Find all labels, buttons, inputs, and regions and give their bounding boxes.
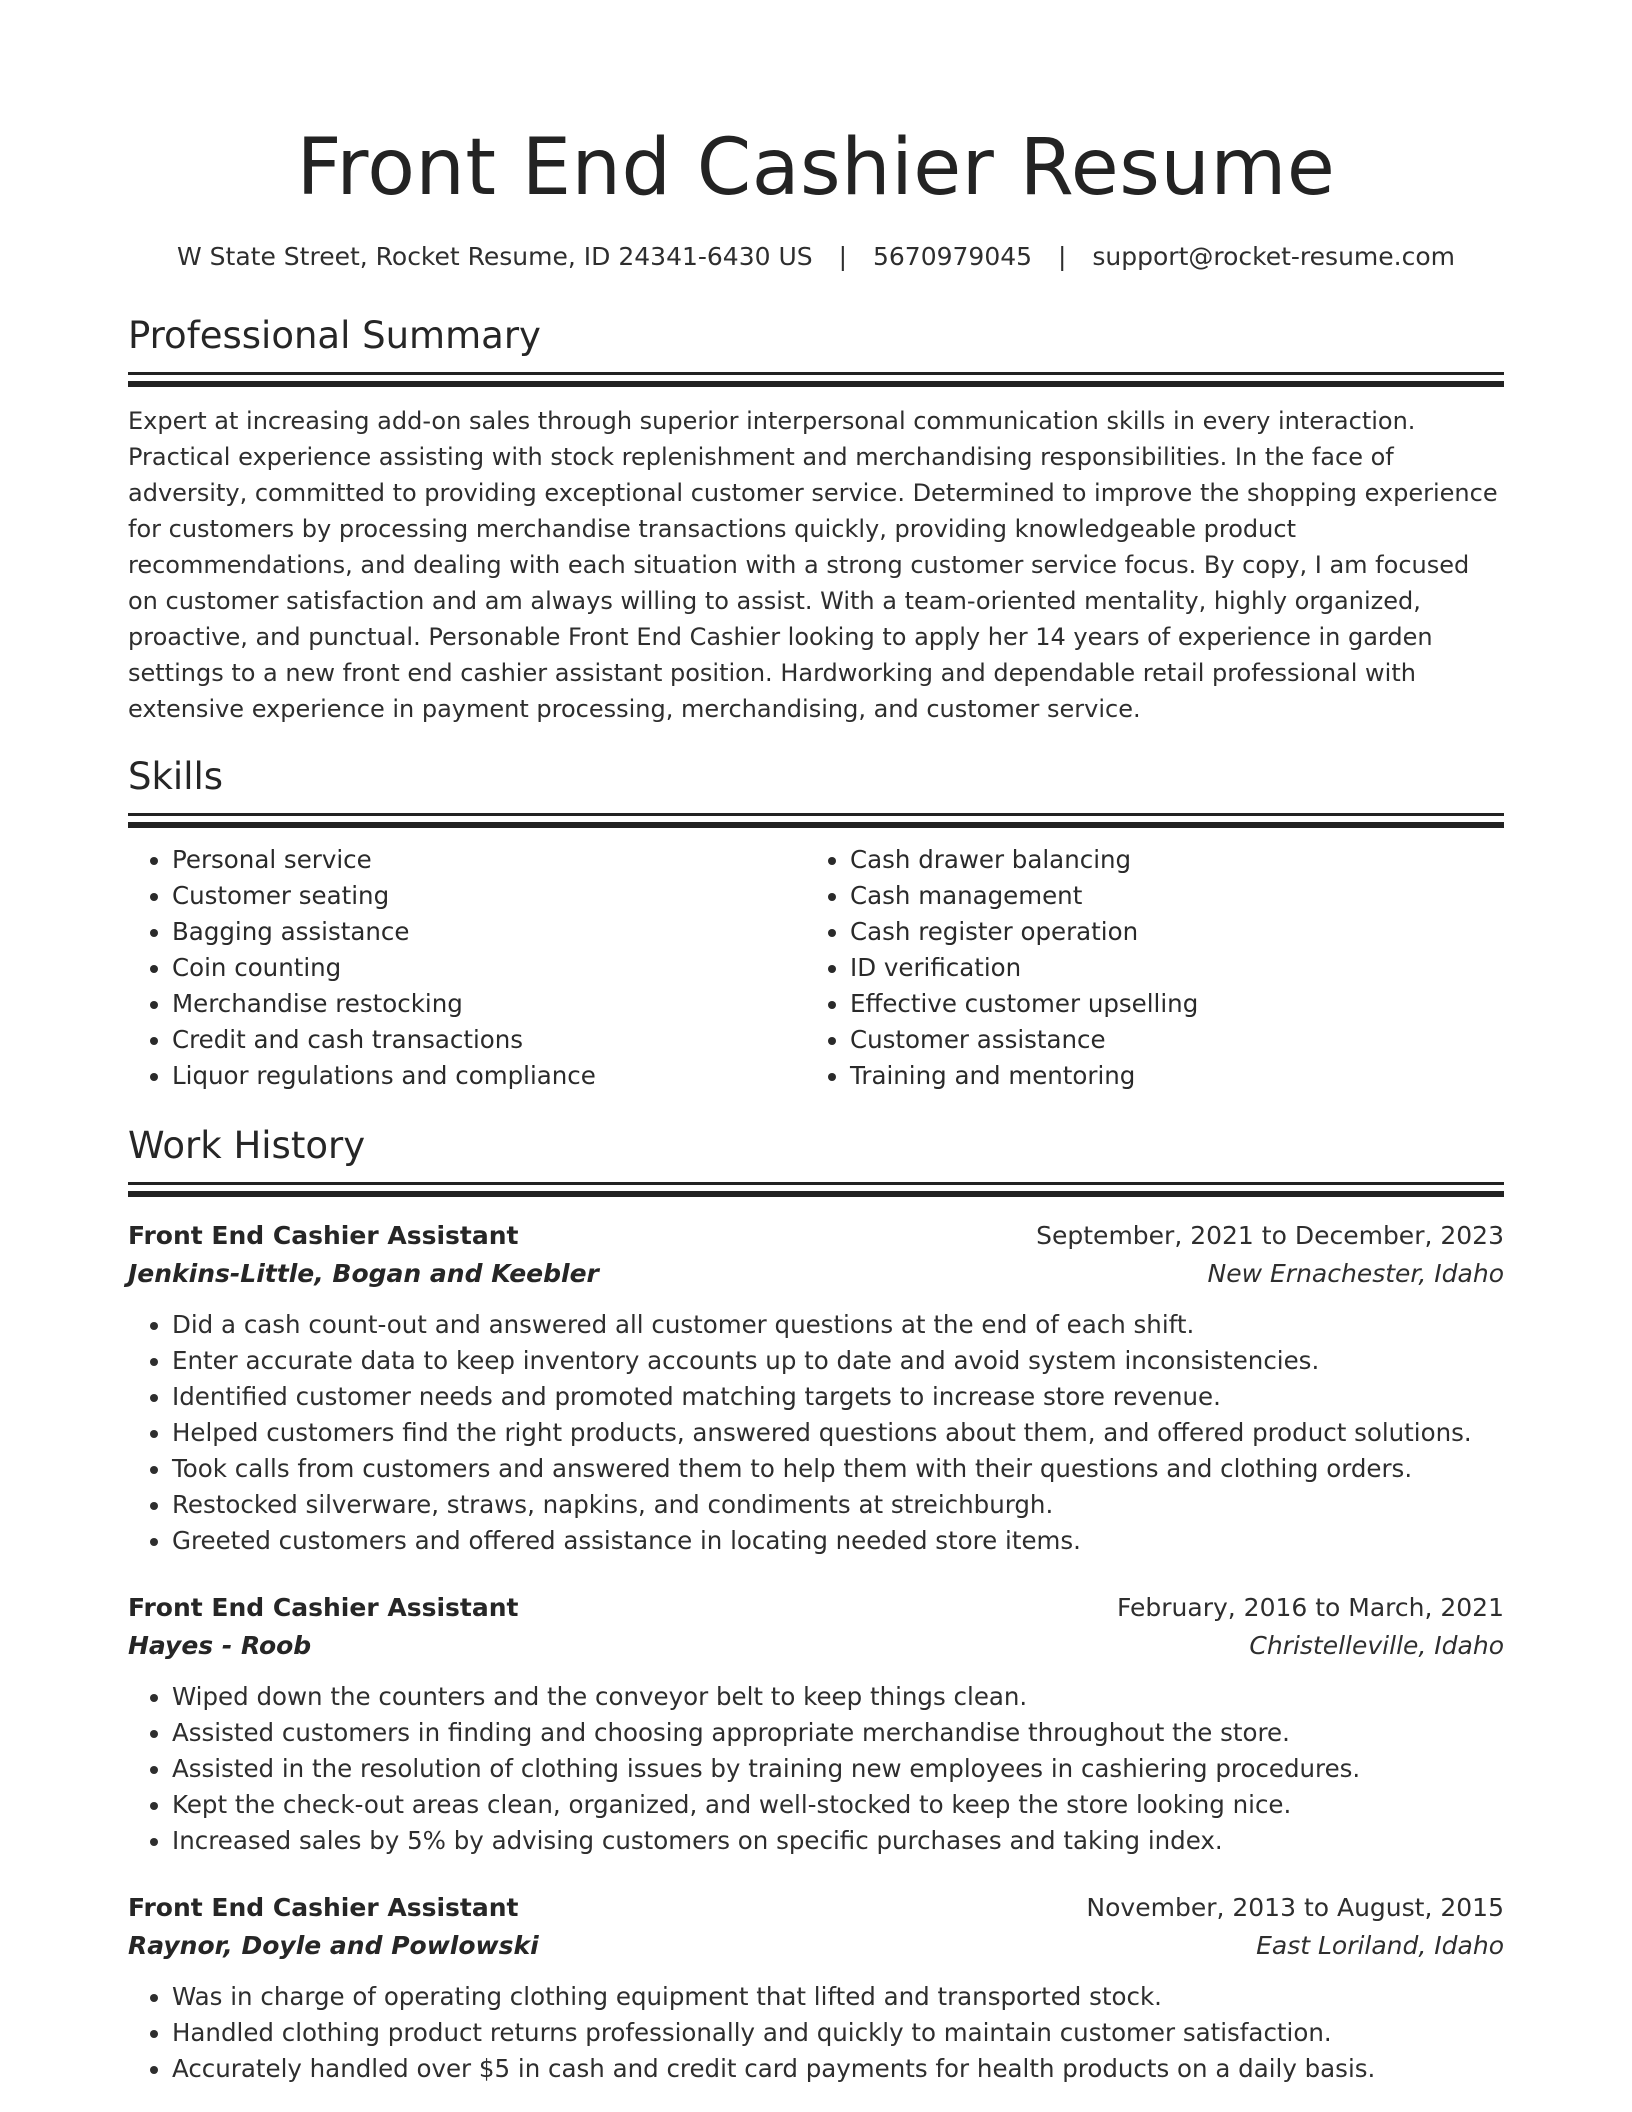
resume-page: [128, 0, 1504, 2087]
job-bullet: • Took calls from customers and answered them to help them with their questions and clothing orders.: [172, 1451, 1504, 1487]
job-title: Front End Cashier Assistant: [128, 1221, 519, 1250]
job-location: New Ernachester, Idaho: [1207, 1259, 1504, 1288]
job-bullet: • Assisted in the resolution of clothing issues by training new employees in cashiering procedures.: [172, 1751, 1504, 1787]
skill-item: • Customer assistance: [850, 1022, 1484, 1058]
skill-item: • ID verification: [850, 950, 1484, 986]
job-location: East Loriland, Idaho: [1256, 1931, 1504, 1960]
contact-email[interactable]: support@rocket-resume.com: [1092, 242, 1455, 271]
job-dates: February, 2016 to March, 2021: [1116, 1593, 1504, 1622]
job-bullet: • Kept the check-out areas clean, organized, and well-stocked to keep the store looking nice.: [172, 1787, 1504, 1823]
section-divider: [128, 372, 1504, 375]
job-employer: Jenkins-Little, Bogan and Keebler: [128, 1259, 599, 1288]
skill-item: • Cash drawer balancing: [850, 842, 1484, 878]
job-bullet: • Greeted customers and offered assistance in locating needed store items.: [172, 1523, 1504, 1559]
section-title-skills: Skills: [128, 755, 224, 798]
job-location: Christelleville, Idaho: [1249, 1631, 1504, 1660]
skills-column-right: [806, 842, 1484, 1094]
job-bullet: • Accurately handled over $5 in cash and credit card payments for health products on a daily basis.: [172, 2051, 1504, 2087]
summary-text: Expert at increasing add-on sales through superior interpersonal communication skills in every interaction. Practical experience assisting with stock replenishment and merchandising responsibilities. In the face of adversity, committed to providing exceptional customer service. Determined to improve the shopping experience for customers by processing merchandise transactions quickly, providing knowledgeable product recommendations, and dealing with each situation with a strong customer service focus. By copy, I am focused on customer satisfaction and am always willing to assist. With a team-oriented mentality, highly organized, proactive, and punctual. Personable Front End Cashier looking to apply her 14 years of experience in garden settings to a new front end cashier assistant position. Hardworking and dependable retail professional with extensive experience in payment processing, merchandising, and customer service.: [128, 407, 1498, 723]
contact-separator: |: [1058, 242, 1067, 271]
job-subheader: [128, 1927, 1504, 1965]
section-divider: [128, 813, 1504, 816]
skill-item: • Liquor regulations and compliance: [172, 1058, 806, 1094]
job-bullet: • Assisted customers in finding and choosing appropriate merchandise throughout the store.: [172, 1715, 1504, 1751]
resume-name: Front End Cashier Resume: [296, 123, 1336, 213]
job-title: Front End Cashier Assistant: [128, 1593, 519, 1622]
job-bullets: [128, 1307, 1504, 1559]
job-entry: [128, 1589, 1504, 1859]
job-bullets: [128, 1979, 1504, 2087]
skill-item: • Cash register operation: [850, 914, 1484, 950]
job-title: Front End Cashier Assistant: [128, 1893, 519, 1922]
job-entry: [128, 1889, 1504, 2087]
job-bullet: • Was in charge of operating clothing equipment that lifted and transported stock.: [172, 1979, 1504, 2015]
skill-item: • Bagging assistance: [172, 914, 806, 950]
contact-address: W State Street, Rocket Resume, ID 24341-6430 US: [177, 242, 813, 271]
job-subheader: [128, 1627, 1504, 1665]
job-employer: Hayes - Roob: [128, 1631, 312, 1660]
job-dates: September, 2021 to December, 2023: [1036, 1221, 1504, 1250]
skill-item: • Merchandise restocking: [172, 986, 806, 1022]
job-bullet: • Wiped down the counters and the conveyor belt to keep things clean.: [172, 1679, 1504, 1715]
section-title-summary: Professional Summary: [128, 314, 541, 357]
section-title-work: Work History: [128, 1124, 366, 1167]
skills-list: [128, 842, 1504, 1094]
job-bullet: • Identified customer needs and promoted matching targets to increase store revenue.: [172, 1379, 1504, 1415]
job-bullet: • Did a cash count-out and answered all customer questions at the end of each shift.: [172, 1307, 1504, 1343]
job-header: [128, 1217, 1504, 1255]
skill-item: • Credit and cash transactions: [172, 1022, 806, 1058]
job-dates: November, 2013 to August, 2015: [1086, 1893, 1504, 1922]
job-header: [128, 1589, 1504, 1627]
skills-column-left: [128, 842, 806, 1094]
section-divider: [128, 822, 1504, 828]
contact-separator: |: [838, 242, 848, 271]
skill-item: • Cash management: [850, 878, 1484, 914]
job-bullet: • Increased sales by 5% by advising customers on specific purchases and taking index.: [172, 1823, 1504, 1859]
contact-line: [128, 240, 1504, 274]
section-divider: [128, 1182, 1504, 1185]
job-bullet: • Handled clothing product returns professionally and quickly to maintain customer satisfaction.: [172, 2015, 1504, 2051]
job-header: [128, 1889, 1504, 1927]
skill-item: • Coin counting: [172, 950, 806, 986]
job-bullet: • Restocked silverware, straws, napkins, and condiments at streichburgh.: [172, 1487, 1504, 1523]
skill-item: • Customer seating: [172, 878, 806, 914]
section-divider: [128, 1191, 1504, 1197]
job-bullet: • Enter accurate data to keep inventory accounts up to date and avoid system inconsistencies.: [172, 1343, 1504, 1379]
skill-item: • Personal service: [172, 842, 806, 878]
job-bullets: [128, 1679, 1504, 1859]
section-divider: [128, 381, 1504, 387]
skill-item: • Effective customer upselling: [850, 986, 1484, 1022]
contact-phone[interactable]: 5670979045: [872, 242, 1033, 271]
skill-item: • Training and mentoring: [850, 1058, 1484, 1094]
job-entry: [128, 1217, 1504, 1559]
job-subheader: [128, 1255, 1504, 1293]
job-employer: Raynor, Doyle and Powlowski: [128, 1931, 539, 1960]
job-bullet: • Helped customers find the right products, answered questions about them, and offered product solutions.: [172, 1415, 1504, 1451]
